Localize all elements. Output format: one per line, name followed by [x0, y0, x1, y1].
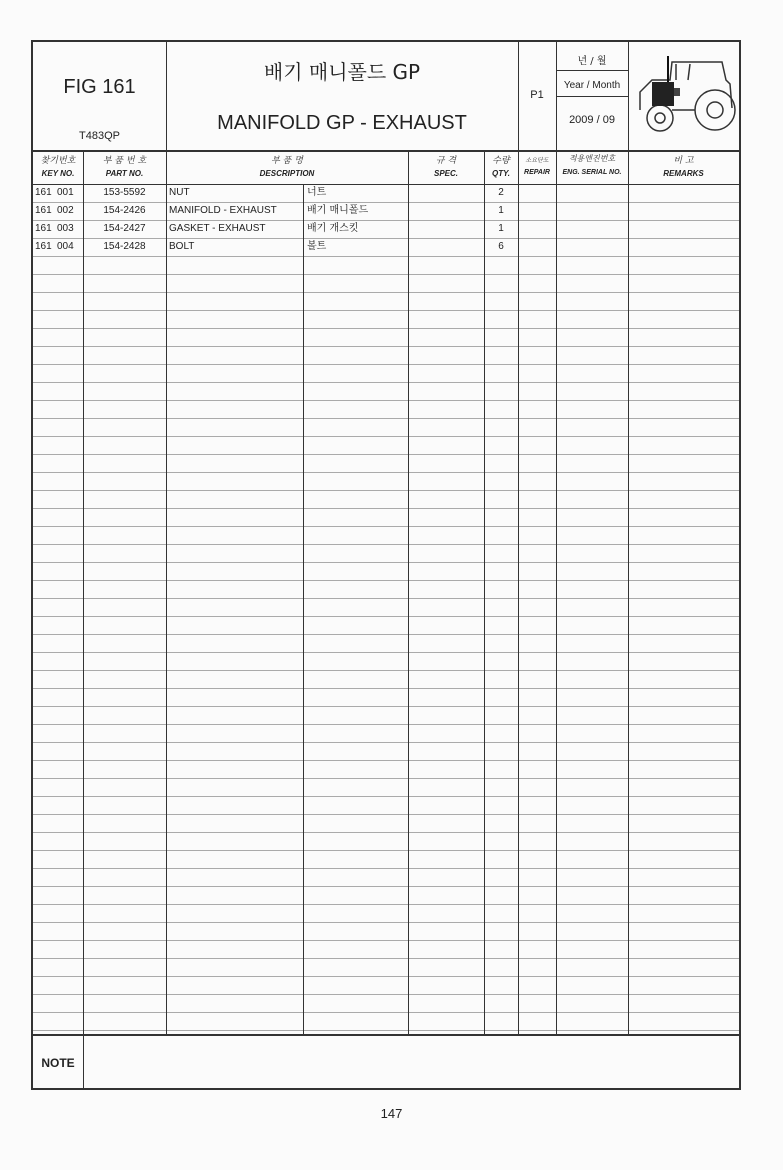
- cell-spec: [408, 238, 484, 256]
- title-english: MANIFOLD GP - EXHAUST: [217, 112, 467, 134]
- table-row: [33, 238, 739, 256]
- cell-part-no: 154-2427: [103, 223, 146, 234]
- cell-qty: 1: [498, 223, 504, 234]
- title-korean: 배기 매니폴드 GP: [263, 60, 421, 84]
- year-month-value: 2009 / 09: [569, 114, 615, 126]
- cell-spec: [408, 184, 484, 202]
- cell-desc-en: MANIFOLD - EXHAUST: [169, 205, 277, 216]
- cell-remarks: [628, 220, 739, 238]
- col-part-no: 부 품 번 호 PART NO.: [102, 156, 147, 178]
- col-repair: 소요단도 REPAIR: [524, 157, 550, 176]
- cell-fig: 161: [35, 223, 52, 234]
- cell-eng-serial: [556, 220, 628, 238]
- cell-fig: 161: [35, 205, 52, 216]
- cell-repair: [518, 184, 556, 202]
- cell-fig: 161: [35, 187, 52, 198]
- cell-remarks: [628, 238, 739, 256]
- cell-key: 003: [57, 223, 74, 234]
- column-header-row: [33, 150, 739, 185]
- table-row: [33, 220, 739, 238]
- cell-desc-en: GASKET - EXHAUST: [169, 223, 266, 234]
- figure-number: FIG 161: [63, 76, 136, 98]
- cell-qty: 1: [498, 205, 504, 216]
- cell-desc-kr: 배기 매니폴드: [307, 205, 369, 216]
- tractor-icon: [630, 50, 738, 142]
- col-description: 부 품 명 DESCRIPTION: [259, 156, 315, 178]
- col-eng-serial: 적용엔진번호 ENG. SERIAL NO.: [562, 154, 622, 176]
- cell-remarks: [628, 202, 739, 220]
- cell-remarks: [628, 184, 739, 202]
- figure-box: [33, 42, 166, 150]
- table-row: [33, 184, 739, 202]
- page-number: 147: [380, 1106, 403, 1121]
- col-qty: 수량 QTY.: [492, 156, 510, 178]
- cell-qty: 2: [498, 187, 504, 198]
- cell-key: 004: [57, 241, 74, 252]
- cell-desc-en: NUT: [169, 187, 190, 198]
- cell-desc-kr: 배기 개스킷: [307, 223, 359, 234]
- cell-repair: [518, 202, 556, 220]
- year-month-label-kr: 년 / 월: [577, 56, 607, 67]
- parts-table-frame: [31, 40, 741, 1090]
- note-section: [33, 1034, 739, 1090]
- col-remarks: 비 고 REMARKS: [663, 156, 704, 178]
- cell-key: 002: [57, 205, 74, 216]
- cell-desc-en: BOLT: [169, 241, 195, 252]
- cell-eng-serial: [556, 238, 628, 256]
- page-code: P1: [530, 89, 544, 101]
- col-key-no: 찾기번호 KEY NO.: [40, 156, 76, 178]
- cell-eng-serial: [556, 184, 628, 202]
- year-month-label-en: Year / Month: [563, 80, 621, 91]
- table-row: [33, 202, 739, 220]
- cell-spec: [408, 220, 484, 238]
- cell-eng-serial: [556, 202, 628, 220]
- model-code: T483QP: [79, 130, 120, 142]
- cell-fig: 161: [35, 241, 52, 252]
- col-spec: 규 격 SPEC.: [433, 156, 458, 178]
- cell-repair: [518, 220, 556, 238]
- cell-desc-kr: 너트: [307, 187, 327, 198]
- cell-part-no: 154-2426: [103, 205, 146, 216]
- year-month-box: [556, 42, 628, 150]
- parts-table-body: [33, 184, 739, 1034]
- cell-part-no: 154-2428: [103, 241, 146, 252]
- cell-qty: 6: [498, 241, 504, 252]
- page-header: [33, 42, 739, 152]
- cell-spec: [408, 202, 484, 220]
- cell-key: 001: [57, 187, 74, 198]
- cell-desc-kr: 볼트: [307, 241, 327, 252]
- cell-repair: [518, 238, 556, 256]
- note-label: NOTE: [33, 1036, 84, 1090]
- cell-part-no: 153-5592: [103, 187, 146, 198]
